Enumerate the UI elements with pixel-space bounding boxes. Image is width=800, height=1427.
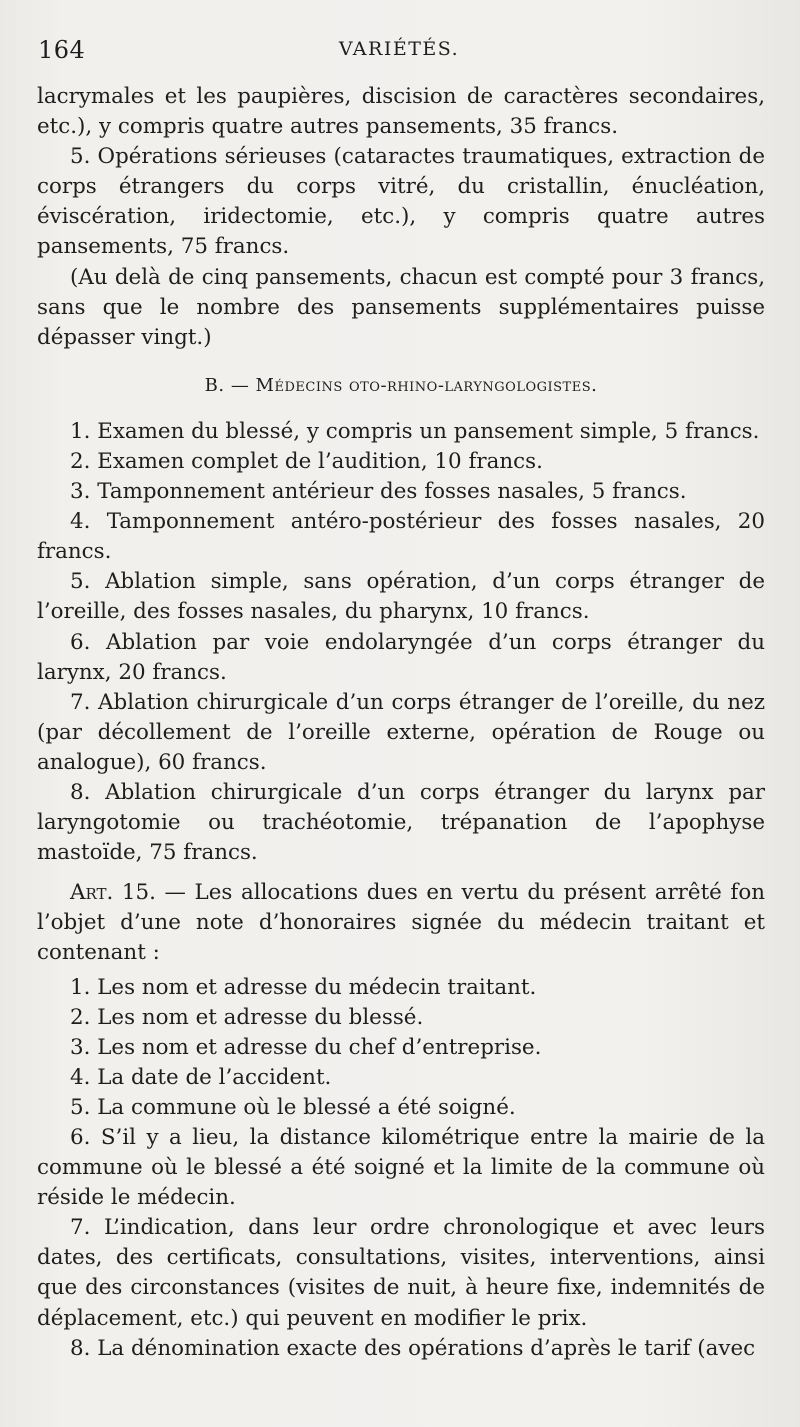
list-item: 2. Les nom et adresse du blessé. xyxy=(70,1004,424,1030)
article-15-paragraph xyxy=(37,878,765,968)
running-head-title: VARIÉTÉS. xyxy=(338,38,460,60)
running-head xyxy=(38,36,760,68)
list-item: 6. S’il y a lieu, la distance kilométrique entre la mairie de la commune où le blessé a été soigné et la limite de la commune où réside le médecin. xyxy=(37,1125,765,1211)
paragraph-operations-serieuses: 5. Opérations sérieuses (cataractes traumatiques, extraction de corps étrangers du corps vitré, du cristallin, énucléation, éviscération, iridectomie, etc.), y compris quatre autres pansements, 75 francs. xyxy=(37,144,765,260)
list-item: 3. Les nom et adresse du chef d’entreprise. xyxy=(70,1034,542,1060)
article-15-label: Art. 15. xyxy=(70,880,156,906)
list-item: 7. Ablation chirurgicale d’un corps étranger de l’oreille, du nez (par décollement de l’oreille externe, opération de Rouge ou analogue), 60 francs. xyxy=(37,689,765,775)
list-item: 6. Ablation par voie endolaryngée d’un corps étranger du larynx, 20 francs. xyxy=(37,629,765,685)
paragraph-pansements-note: (Au delà de cinq pansements, chacun est compté pour 3 francs, sans que le nombre des pansements supplémentaires puisse dépasser vingt.) xyxy=(37,264,765,350)
list-item: 2. Examen complet de l’audition, 10 francs. xyxy=(70,448,543,474)
list-item: 1. Examen du blessé, y compris un pansement simple, 5 francs. xyxy=(70,418,760,444)
list-item: 4. Tamponnement antéro-postérieur des fosses nasales, 20 francs. xyxy=(37,509,765,565)
section-heading-b-label: B. — Médecins oto-rhino-laryngologistes. xyxy=(204,374,598,396)
paragraph-continuation: lacrymales et les paupières, discision de caractères secondaires, etc.), y compris quatre autres pansements, 35 francs. xyxy=(37,84,765,140)
list-item: 8. Ablation chirurgicale d’un corps étranger du larynx par laryngotomie ou trachéotomie, trépanation de l’apophyse mastoïde, 75 francs. xyxy=(37,779,765,866)
list-item: 5. La commune où le blessé a été soigné. xyxy=(70,1094,516,1120)
body-text xyxy=(37,82,765,1364)
article-15-text: — Les allocations dues en vertu du présent arrêté fon l’objet d’une note d’honoraires signée du médecin traitant et contenant : xyxy=(37,880,766,966)
section-heading-b xyxy=(37,371,765,401)
list-item: 8. La dénomination exacte des opérations d’après le tarif (avec xyxy=(70,1335,756,1361)
page-number: 164 xyxy=(38,36,86,64)
list-item: 7. L’indication, dans leur ordre chronologique et avec leurs dates, des certificats, consultations, visites, interventions, ainsi que des circonstances (visites de nuit, à heure fixe, indemnités de déplacement, etc.) qui peuvent en modifier le prix. xyxy=(37,1215,765,1331)
list-item: 3. Tamponnement antérieur des fosses nasales, 5 francs. xyxy=(70,479,687,505)
list-item: 1. Les nom et adresse du médecin traitant. xyxy=(70,974,537,1000)
list-item: 5. Ablation simple, sans opération, d’un corps étranger de l’oreille, des fosses nasales, du pharynx, 10 francs. xyxy=(37,569,765,625)
list-item: 4. La date de l’accident. xyxy=(70,1064,332,1090)
